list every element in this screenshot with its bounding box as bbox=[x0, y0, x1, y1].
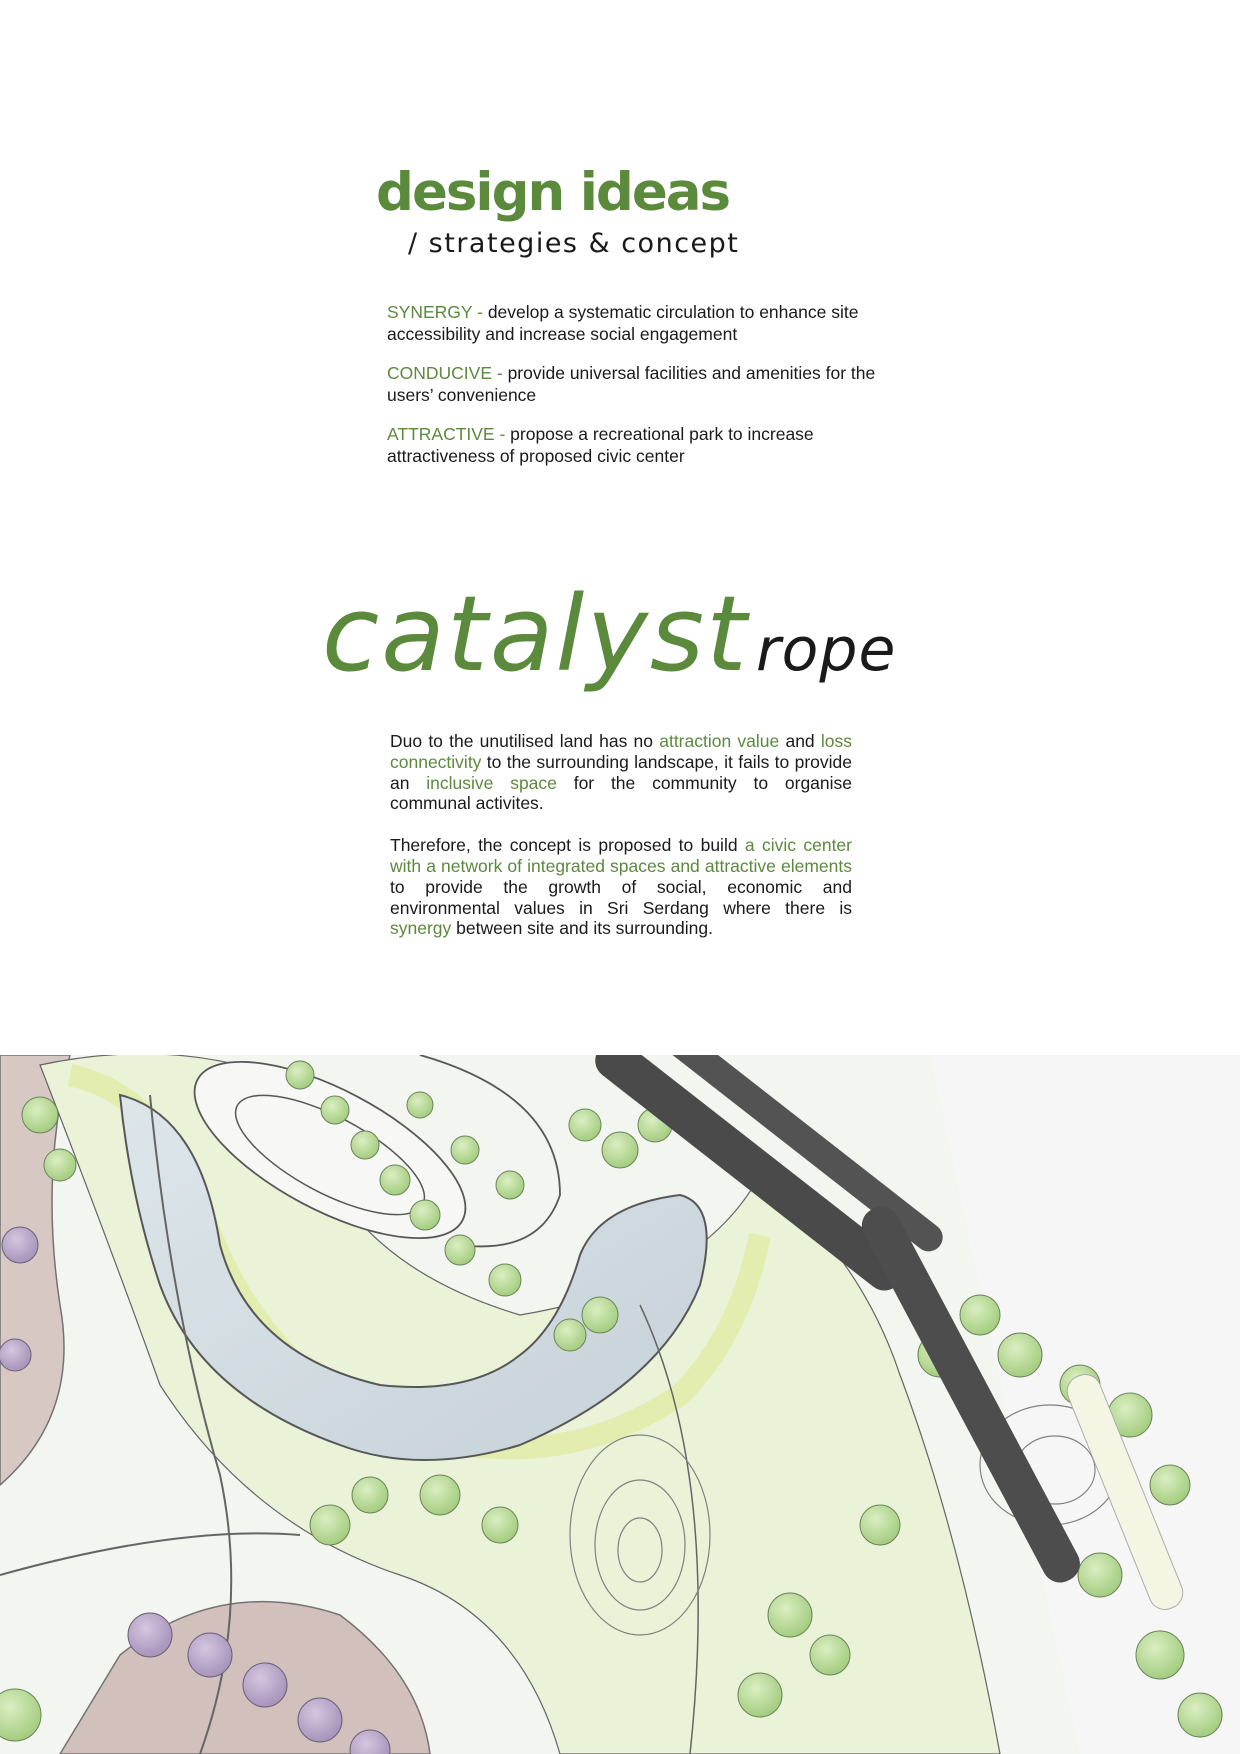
concept-heading-lettering bbox=[318, 568, 958, 718]
strategy-text: develop a systematic circulation to enhance site accessibility and increase social engagement bbox=[387, 302, 859, 344]
text-run: to the surrounding landscape, it fails to provide an bbox=[390, 751, 852, 793]
text-run: between site and its surrounding. bbox=[451, 918, 713, 939]
concept-word-catalyst: catalyst bbox=[322, 573, 749, 695]
description-paragraph-1 bbox=[390, 731, 852, 814]
description-paragraph-2 bbox=[390, 835, 852, 939]
page-subtitle: / strategies & concept bbox=[408, 228, 740, 259]
strategy-list bbox=[387, 301, 887, 484]
strategy-keyword: SYNERGY - bbox=[387, 302, 483, 322]
concept-description bbox=[390, 731, 852, 960]
highlight-run: inclusive space bbox=[426, 772, 557, 793]
concept-heading bbox=[318, 568, 958, 718]
strategy-item-synergy bbox=[387, 301, 887, 345]
highlight-run: attraction value bbox=[659, 731, 780, 751]
highlight-run: synergy bbox=[390, 918, 452, 939]
strategy-keyword: CONDUCIVE - bbox=[387, 363, 503, 383]
strategy-item-conducive bbox=[387, 362, 887, 406]
text-run: for the community to organise communal activites. bbox=[390, 772, 853, 814]
text-run: Therefore, the concept is proposed to build bbox=[390, 835, 745, 856]
strategy-text: provide universal facilities and amenities for the users’ convenience bbox=[387, 363, 876, 405]
sketch-illustration bbox=[0, 1055, 1240, 1754]
text-run: Duo to the unutilised land has no bbox=[390, 731, 660, 751]
highlight-run: a civic center with a network of integrated spaces and attractive elements bbox=[390, 835, 852, 876]
text-run: to provide the growth of social, economic and environmental values in Sri Serdang where there is bbox=[390, 876, 852, 918]
masterplan-sketch-photo bbox=[0, 1055, 1240, 1754]
page-title: design ideas bbox=[376, 162, 730, 223]
text-run: and bbox=[779, 731, 821, 751]
strategy-keyword: ATTRACTIVE - bbox=[387, 424, 506, 444]
strategy-item-attractive bbox=[387, 423, 887, 467]
highlight-run: loss connectivity bbox=[390, 731, 852, 772]
strategy-text: propose a recreational park to increase attractiveness of proposed civic center bbox=[387, 424, 814, 466]
concept-word-rope: rope bbox=[756, 615, 897, 685]
